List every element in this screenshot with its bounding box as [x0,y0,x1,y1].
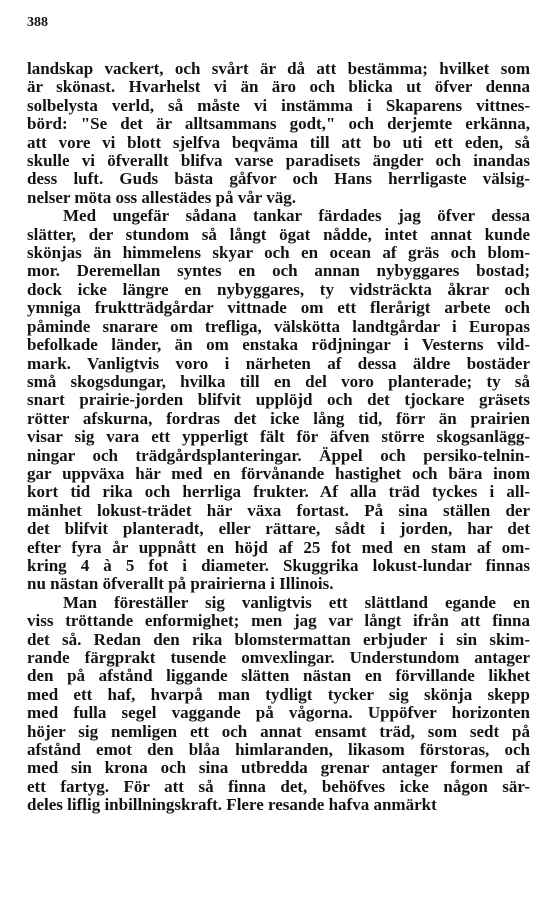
text-line: efter fyra år uppnått en höjd af 25 fot med en stam af om- [27,538,530,557]
text-line: att vore vi blott sjelfva beqväma till att bo uti ett eden, så [27,133,530,152]
text-line: viss tröttande enformighet; men jag var långt ifrån att finna [27,612,530,631]
text-line: deles liflig inbillningskraft. Flere resande hafva anmärkt [27,796,437,815]
text-line: solbelysta verld, så måste vi instämma i Skaparens vittnes- [27,96,530,115]
text-line: det blifvit planteradt, eller rättare, sådt i jorden, har det [27,520,530,539]
text-line: Man föreställer sig vanligtvis ett slättland egande en [63,593,530,612]
paragraph [27,594,530,815]
text-line: ningar och trädgårdsplanteringar. Äppel och persiko-telnin- [27,446,530,465]
page-number: 388 [27,15,48,30]
text-line: rötter afskurna, fordras det icke lång tid, förr än prairien [27,409,530,428]
text-line: afstånd emot den blåa himlaranden, likasom förstoras, och [27,741,530,760]
text-line: med sin krona och sina utbredda grenar antager formen af [27,759,530,778]
text-line: ymniga fruktträdgårdar vittnade om ett flerårigt arbete och [27,299,530,318]
text-line: Med ungefär sådana tankar färdades jag öfver dessa [63,207,530,226]
text-line: den på afstånd liggande slätten nästan en förvillande likhet [27,667,530,686]
text-line: nu nästan öfverallt på prairierna i Illinois. [27,575,334,594]
text-line: med ett haf, hvarpå man tydligt tycker sig skönja skepp [27,685,530,704]
text-line: kring 4 à 5 fot i diameter. Skuggrika lokust-lundar finnas [27,556,530,575]
text-line: rande färgprakt tusende omvexlingar. Understundom antager [27,649,530,667]
text-line: snart prairie-jorden blifvit upplöjd och det tjockare gräsets [27,391,530,410]
text-line: mor. Deremellan syntes en och annan nybyggares bostad; [27,262,530,281]
text-line: små skogsdungar, hvilka till en del voro planterade; ty så [27,372,530,391]
text-line: nelser möta oss allestädes på vår väg. [27,188,297,207]
text-line: skulle vi öfverallt blifva varse paradisets ängder och inandas [27,152,530,171]
text-line: med fulla segel vaggande på vågorna. Uppöfver horizonten [27,704,530,723]
text-line: höjer sig nemligen ett och annat ensamt träd, som sedt på [27,722,530,741]
text-line: ett fartyg. För att så finna det, behöfves icke någon sär- [27,777,530,796]
text-line: är skönast. Hvarhelst vi än äro och blicka ut öfver denna [27,78,530,97]
text-line: mark. Vanligtvis voro i närheten af dessa äldre bostäder [27,354,530,373]
page-body-text [27,60,530,815]
paragraph [27,207,530,594]
text-line: gar uppväxa här med en förvånande hastighet och bära inom [27,464,530,483]
text-line: dess luft. Guds bästa gåfvor och Hans herrligaste välsig- [27,170,530,189]
text-line: skönjas än himmelens skyar och en ocean af gräs och blom- [27,244,530,263]
text-line: mänhet lokust-trädet här växa fortast. På sina ställen der [27,501,530,520]
text-line: det så. Redan den rika blomstermattan erbjuder i sin skim- [27,630,530,649]
text-line: börd: "Se det är alltsammans godt," och derjemte erkänna, [27,115,530,134]
text-line: landskap vackert, och svårt är då att bestämma; hvilket som [27,60,530,78]
text-line: slätter, der stundom så långt ögat nådde, intet annat kunde [27,225,530,244]
text-line: dock icke längre en nybyggares, ty vidsträckta åkrar och [27,280,530,299]
text-line: kort tid rika och herrliga frukter. Af alla träd tyckes i all- [27,483,530,502]
text-line: påminde snarare om trefliga, välskötta landtgårdar i Europas [27,317,530,336]
text-line: befolkade länder, än om enstaka rödjningar i Vesterns vild- [27,336,530,355]
paragraph [27,60,530,207]
text-line: visar sig vara ett ypperligt fält för äfven större skogsanlägg- [27,428,530,447]
